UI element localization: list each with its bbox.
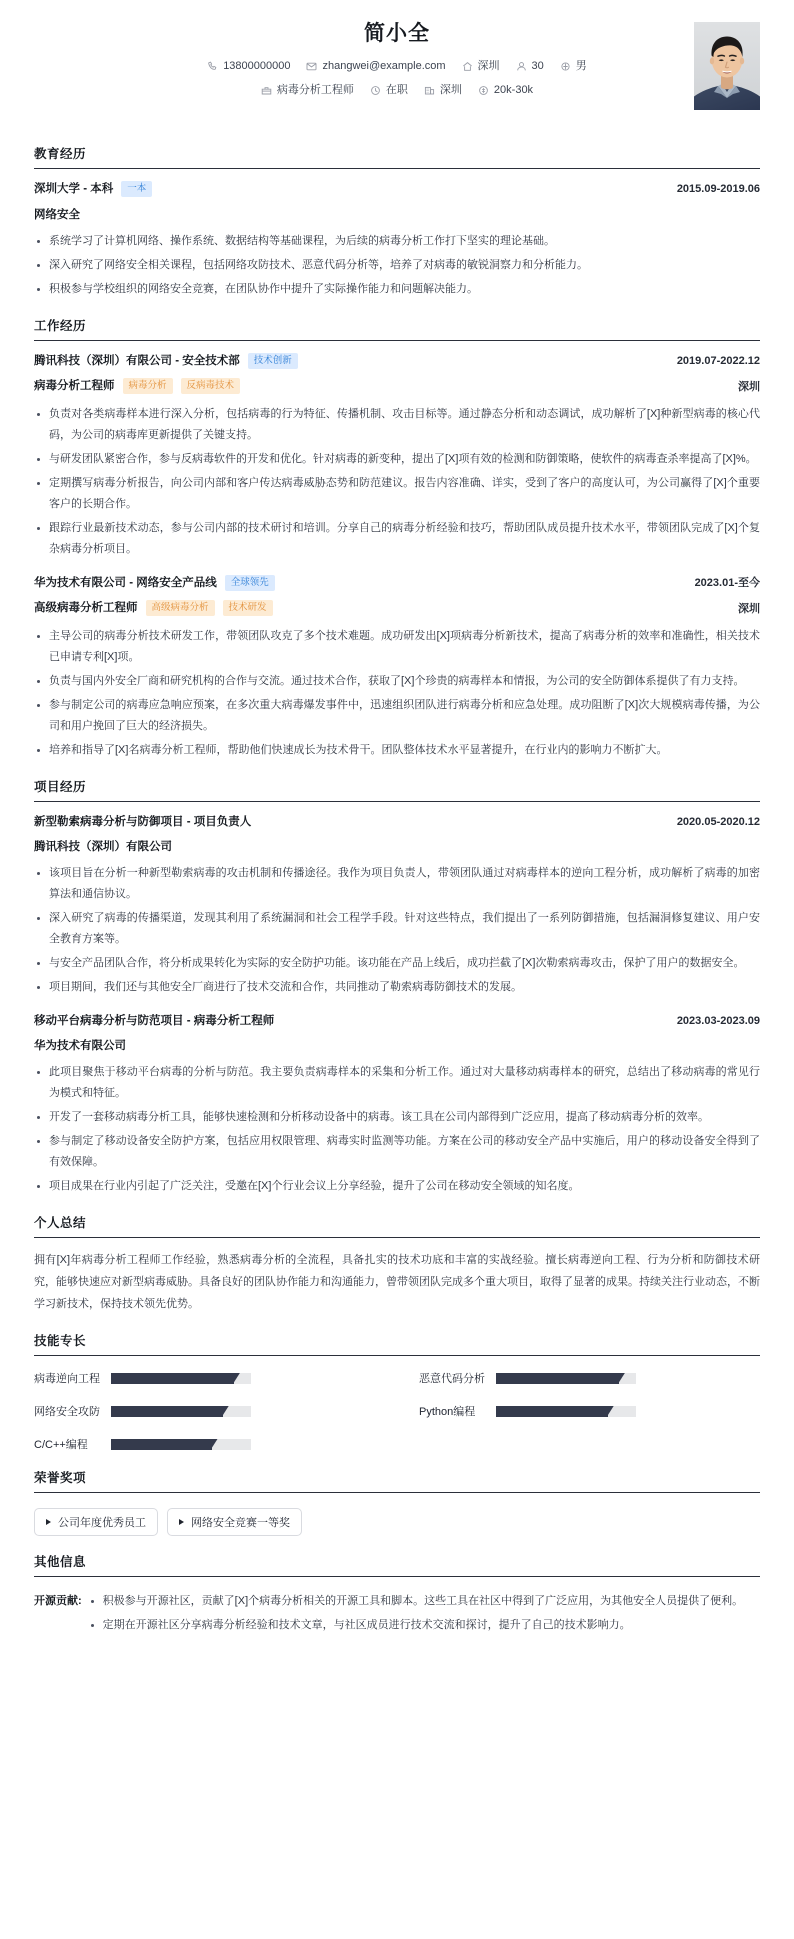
mail-icon — [306, 61, 317, 72]
project-bullets — [34, 1062, 760, 1197]
work-entry — [34, 574, 760, 761]
education-entry-header — [34, 180, 760, 198]
section-skills — [34, 1331, 760, 1452]
bullet-item: 开发了一套移动病毒分析工具，能够快速检测和分析移动设备中的病毒。该工具在公司内部得到广泛应用，提高了移动病毒分析的效率。 — [34, 1107, 760, 1128]
education-date: 2015.09-2019.06 — [676, 183, 760, 195]
bullet-item: 与研发团队紧密合作，参与反病毒软件的开发和优化。针对病毒的新变种，提出了[X]项有效的检测和防御策略，使软件的病毒查杀率提高了[X]%。 — [34, 449, 760, 470]
contact-item-city — [424, 82, 462, 98]
company-name: 腾讯科技（深圳）有限公司 - 安全技术部 — [34, 355, 240, 367]
bullet-item: 深入研究了病毒的传播渠道，发现其利用了系统漏洞和社会工程学手段。针对这些特点，我们提出了一系列防御措施，包括漏洞修复建议、用户安全教育方案等。 — [34, 908, 760, 950]
tag-orange: 技术研发 — [223, 600, 273, 616]
section-title-education: 教育经历 — [34, 144, 760, 169]
education-body — [34, 169, 760, 300]
work-body — [34, 341, 760, 761]
project-entry — [34, 813, 760, 998]
open-source-bullets — [88, 1591, 760, 1636]
project-title-group — [34, 1012, 274, 1030]
bullet-item: 项目期间，我们还与其他安全厂商进行了技术交流和合作，共同推动了勒索病毒防御技术的发展。 — [34, 977, 760, 998]
tag-blue: 全球领先 — [225, 575, 275, 591]
skill-bar-fill — [496, 1406, 608, 1417]
bullet-item: 深入研究了网络安全相关课程，包括网络攻防技术、恶意代码分析等，培养了对病毒的敏锐洞察力和分析能力。 — [34, 255, 760, 276]
avatar — [694, 22, 760, 110]
tag-orange: 病毒分析 — [123, 378, 173, 394]
section-work — [34, 316, 760, 761]
contact-item-briefcase — [261, 82, 354, 98]
skill-bar-track — [111, 1439, 251, 1450]
work-bullets — [34, 626, 760, 761]
tag-blue: 一本 — [121, 181, 152, 197]
education-entry — [34, 180, 760, 300]
section-title-skills: 技能专长 — [34, 1331, 760, 1356]
work-role-row — [34, 377, 760, 395]
contact-text: 30 — [531, 60, 544, 73]
resume-header — [34, 20, 760, 128]
skill-item — [34, 1370, 375, 1386]
bullet-item: 跟踪行业最新技术动态，参与公司内部的技术研讨和培训。分享自己的病毒分析经验和技巧，帮助团队成员提升技术水平，带领团队完成了[X]个复杂病毒分析项目。 — [34, 518, 760, 560]
summary-text: 拥有[X]年病毒分析工程师工作经验，熟悉病毒分析的全流程，具备扎实的技术功底和丰富的实战经验。擅长病毒逆向工程、行为分析和防御技术研究，能够快速应对新型病毒威胁。具备良好的团队协作能力和沟通能力，曾带领团队完成多个重大项目，取得了显著的成果。持续关注行业动态，不断学习新技术，保持技术领先优势。 — [34, 1254, 760, 1310]
other-body — [34, 1577, 760, 1636]
tag-orange: 高级病毒分析 — [146, 600, 215, 616]
skill-item — [34, 1403, 375, 1419]
section-title-other: 其他信息 — [34, 1552, 760, 1577]
skill-label: C/C++编程 — [34, 1439, 88, 1451]
work-role-group — [34, 377, 240, 395]
contact-text: 在职 — [385, 84, 408, 97]
contact-item-status — [370, 82, 408, 98]
skill-item — [419, 1370, 760, 1386]
contact-item-salary — [478, 82, 533, 98]
user-icon — [516, 61, 527, 72]
work-entry-header — [34, 352, 760, 370]
work-entry — [34, 352, 760, 560]
bullet-item: 系统学习了计算机网络、操作系统、数据结构等基础课程，为后续的病毒分析工作打下坚实的理论基础。 — [34, 231, 760, 252]
section-summary — [34, 1213, 760, 1315]
skill-bar-fill — [111, 1373, 234, 1384]
gender-icon — [560, 61, 571, 72]
project-entry — [34, 1012, 760, 1197]
school-name: 深圳大学 - 本科 — [34, 183, 114, 195]
bullet-item: 参与制定了移动设备安全防护方案，包括应用权限管理、病毒实时监测等功能。方案在公司的移动安全产品中实施后，用户的移动设备安全得到了有效保障。 — [34, 1131, 760, 1173]
project-name: 移动平台病毒分析与防范项目 - 病毒分析工程师 — [34, 1015, 275, 1027]
skill-bar-track — [111, 1373, 251, 1384]
contact-text: 男 — [575, 60, 587, 73]
skill-label: 恶意代码分析 — [419, 1373, 485, 1385]
contact-item-phone — [207, 58, 290, 74]
project-date: 2023.03-2023.09 — [676, 1015, 760, 1027]
contact-item-gender — [560, 58, 587, 74]
section-projects — [34, 777, 760, 1197]
bullet-item: 与安全产品团队合作，将分析成果转化为实际的安全防护功能。该功能在产品上线后，成功拦截了[X]次勒索病毒攻击，保护了用户的数据安全。 — [34, 953, 760, 974]
work-date: 2023.01-至今 — [694, 577, 760, 589]
skill-bar-fill — [111, 1406, 223, 1417]
project-entry-header — [34, 813, 760, 831]
contact-text: zhangwei@example.com — [322, 60, 446, 73]
bullet-item: 定期在开源社区分享病毒分析经验和技术文章，与社区成员进行技术交流和探讨，提升了自己的技术影响力。 — [88, 1615, 760, 1636]
bullet-item: 积极参与开源社区，贡献了[X]个病毒分析相关的开源工具和脚本。这些工具在社区中得到了广泛应用，为其他安全人员提供了便利。 — [88, 1591, 760, 1612]
skill-label: 病毒逆向工程 — [34, 1373, 100, 1385]
work-company-group — [34, 574, 275, 592]
briefcase-icon — [261, 85, 272, 96]
city-icon — [424, 85, 435, 96]
play-triangle-icon — [179, 1519, 184, 1525]
contact-text: 深圳 — [477, 60, 500, 73]
bullet-item: 定期撰写病毒分析报告，向公司内部和客户传达病毒威胁态势和防范建议。报告内容准确、详实，受到了客户的高度认可，为公司赢得了[X]个重要客户的长期合作。 — [34, 473, 760, 515]
skill-bar-fill — [496, 1373, 619, 1384]
home-icon — [462, 61, 473, 72]
bullet-item: 该项目旨在分析一种新型勒索病毒的攻击机制和传播途径。我作为项目负责人，带领团队通过对病毒样本的逆向工程分析，成功解析了病毒的加密算法和通信协议。 — [34, 863, 760, 905]
contact-text: 20k-30k — [493, 84, 534, 97]
work-location: 深圳 — [738, 603, 760, 615]
section-title-work: 工作经历 — [34, 316, 760, 341]
open-source-label: 开源贡献: — [34, 1595, 82, 1607]
bullet-item: 项目成果在行业内引起了广泛关注，受邀在[X]个行业会议上分享经验，提升了公司在移动安全领域的知名度。 — [34, 1176, 760, 1197]
skills-body — [34, 1356, 760, 1452]
skills-grid — [34, 1367, 760, 1452]
awards-body — [34, 1493, 760, 1536]
salary-icon — [478, 85, 489, 96]
bullet-item: 参与制定公司的病毒应急响应预案，在多次重大病毒爆发事件中，迅速组织团队进行病毒分析和应急处理。成功阻断了[X]次大规模病毒传播，为公司和用户挽回了巨大的经济损失。 — [34, 695, 760, 737]
skill-item — [419, 1403, 760, 1419]
bullet-item: 此项目聚焦于移动平台病毒的分析与防范。我主要负责病毒样本的采集和分析工作。通过对大量移动病毒样本的研究，总结出了移动病毒的常见行为模式和特征。 — [34, 1062, 760, 1104]
skill-bar-track — [111, 1406, 251, 1417]
section-title-awards: 荣誉奖项 — [34, 1468, 760, 1493]
tag-orange: 反病毒技术 — [181, 378, 241, 394]
skill-item — [34, 1436, 375, 1452]
project-bullets — [34, 863, 760, 998]
section-title-projects: 项目经历 — [34, 777, 760, 802]
section-title-summary: 个人总结 — [34, 1213, 760, 1238]
projects-body — [34, 802, 760, 1197]
bullet-item: 主导公司的病毒分析技术研发工作，带领团队攻克了多个技术难题。成功研发出[X]项病毒分析新技术，提高了病毒分析的效率和准确性，相关技术已申请专利[X]项。 — [34, 626, 760, 668]
work-role-row — [34, 599, 760, 617]
skill-bar-track — [496, 1406, 636, 1417]
work-company-group — [34, 352, 298, 370]
education-entry-left — [34, 180, 152, 198]
education-major: 网络安全 — [34, 209, 80, 221]
tag-blue: 技术创新 — [248, 353, 298, 369]
contact-item-home — [462, 58, 500, 74]
contact-item-user — [516, 58, 544, 74]
bullet-item: 负责与国内外安全厂商和研究机构的合作与交流。通过技术合作，获取了[X]个珍贵的病毒样本和情报，为公司的安全防御体系提供了有力支持。 — [34, 671, 760, 692]
work-date: 2019.07-2022.12 — [676, 355, 760, 367]
awards-row — [34, 1504, 760, 1536]
open-source-block — [34, 1588, 760, 1636]
company-name: 华为技术有限公司 - 网络安全产品线 — [34, 577, 217, 589]
project-entry-header — [34, 1012, 760, 1030]
project-name: 新型勒索病毒分析与防御项目 - 项目负责人 — [34, 816, 252, 828]
bullet-item: 积极参与学校组织的网络安全竞赛，在团队协作中提升了实际操作能力和问题解决能力。 — [34, 279, 760, 300]
award-chip[interactable] — [167, 1508, 302, 1536]
award-chip[interactable] — [34, 1508, 158, 1536]
contact-text: 13800000000 — [223, 60, 291, 73]
work-bullets — [34, 404, 760, 560]
job-title: 病毒分析工程师 — [34, 380, 115, 392]
work-location: 深圳 — [738, 381, 760, 393]
section-other — [34, 1552, 760, 1636]
award-label: 公司年度优秀员工 — [58, 1517, 146, 1529]
skill-bar-track — [496, 1373, 636, 1384]
skill-bar-fill — [111, 1439, 212, 1450]
status-icon — [370, 85, 381, 96]
page-title: 简小全 — [364, 22, 430, 45]
section-education — [34, 144, 760, 300]
project-title-group — [34, 813, 251, 831]
work-entry-header — [34, 574, 760, 592]
project-date: 2020.05-2020.12 — [676, 816, 760, 828]
contact-row-secondary — [34, 82, 760, 98]
play-triangle-icon — [46, 1519, 51, 1525]
education-bullets — [34, 231, 760, 300]
phone-icon — [207, 61, 218, 72]
bullet-item: 负责对各类病毒样本进行深入分析，包括病毒的行为特征、传播机制、攻击目标等。通过静态分析和动态调试，成功解析了[X]种新型病毒的核心代码，为公司的病毒库更新提供了关键支持。 — [34, 404, 760, 446]
contact-item-mail — [306, 58, 445, 74]
contact-text: 深圳 — [439, 84, 462, 97]
award-label: 网络安全竞赛一等奖 — [191, 1517, 290, 1529]
skill-label: 网络安全攻防 — [34, 1406, 100, 1418]
work-role-group — [34, 599, 273, 617]
contact-row-primary — [34, 58, 760, 74]
skill-label: Python编程 — [419, 1406, 476, 1418]
project-org: 华为技术有限公司 — [34, 1040, 126, 1052]
job-title: 高级病毒分析工程师 — [34, 602, 138, 614]
contact-text: 病毒分析工程师 — [276, 84, 354, 97]
summary-body — [34, 1238, 760, 1315]
section-awards — [34, 1468, 760, 1536]
bullet-item: 培养和指导了[X]名病毒分析工程师，帮助他们快速成长为技术骨干。团队整体技术水平显著提升，在行业内的影响力不断扩大。 — [34, 740, 760, 761]
project-org: 腾讯科技（深圳）有限公司 — [34, 841, 172, 853]
